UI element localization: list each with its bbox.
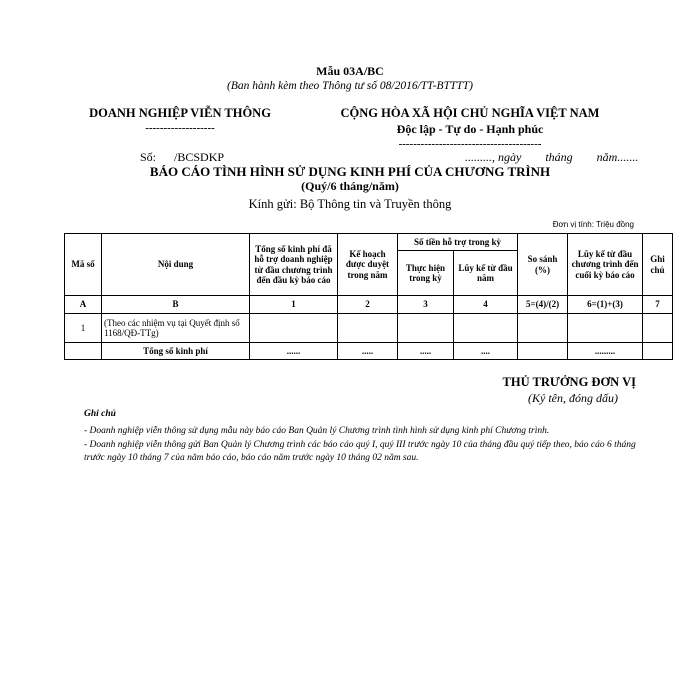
unit-label: Đơn vị tính: Triệu đồng: [552, 220, 634, 229]
total-cell: .....: [338, 343, 398, 360]
total-cell: ......: [250, 343, 338, 360]
index-cell: 1: [250, 296, 338, 314]
data-cell: [643, 314, 673, 343]
index-cell: B: [102, 296, 250, 314]
index-cell: 7: [643, 296, 673, 314]
report-title: BÁO CÁO TÌNH HÌNH SỬ DỤNG KINH PHÍ CỦA CHƯƠNG TRÌNH: [149, 164, 551, 179]
header-code: Mã số: [65, 234, 102, 296]
total-cell: .........: [568, 343, 643, 360]
index-cell: 6=(1)+(3): [568, 296, 643, 314]
report-recipient: Kính gửi: Bộ Thông tin và Truyền thông: [248, 197, 452, 211]
document-number: Số: /BCSDKP: [140, 150, 225, 164]
data-cell: [338, 314, 398, 343]
header-content: Nội dung: [102, 234, 250, 296]
budget-table: [64, 233, 673, 360]
country-name: CỘNG HÒA XÃ HỘI CHỦ NGHĨA VIỆT NAM: [340, 106, 600, 120]
index-cell: 5=(4)/(2): [518, 296, 568, 314]
total-row: [65, 343, 673, 360]
data-cell: [65, 343, 102, 360]
form-subtitle: (Ban hành kèm theo Thông tư số 08/2016/TT-BTTTT): [227, 80, 473, 92]
signature-title: THỦ TRƯỞNG ĐƠN VỊ: [502, 375, 636, 389]
organization-name: DOANH NGHIỆP VIỄN THÔNG: [89, 106, 271, 120]
index-cell: A: [65, 296, 102, 314]
data-cell: [568, 314, 643, 343]
data-cell: [518, 314, 568, 343]
organization-block: [80, 106, 280, 134]
signature-note: (Ký tên, đóng dấu): [528, 391, 618, 405]
header-accumulated-program: Lũy kế từ đầu chương trình đến cuối kỳ báo cáo: [568, 234, 643, 296]
data-cell: [454, 314, 518, 343]
header-actual: Thực hiện trong kỳ: [398, 251, 454, 296]
table-row: [65, 296, 673, 314]
total-label: Tổng số kinh phí: [102, 343, 250, 360]
row-content: (Theo các nhiệm vụ tại Quyết định số 1168/QĐ-TTg): [102, 314, 250, 343]
notes-heading: Ghi chú: [84, 409, 116, 419]
notes-section: [84, 408, 644, 466]
index-cell: 2: [338, 296, 398, 314]
form-code: Mẫu 03A/BC: [316, 64, 384, 78]
header-compare: So sánh (%): [518, 234, 568, 296]
note-line: - Doanh nghiệp viễn thông gửi Ban Quản lý Chương trình các báo cáo quý I, quý III trước ngày 10 của tháng đầu quý tiếp theo, báo cáo 6 tháng trước ngày 10 tháng 7 của năm báo cáo, báo cáo năm trước ngày 10 tháng 02 năm sau.: [84, 439, 636, 464]
header-accumulated-year: Lũy kế từ đầu năm: [454, 251, 518, 296]
index-cell: 4: [454, 296, 518, 314]
report-period: (Quý/6 tháng/năm): [301, 179, 399, 193]
organization-divider: -------------------: [145, 122, 215, 134]
index-cell: 3: [398, 296, 454, 314]
row-code: 1: [65, 314, 102, 343]
table-row: [65, 314, 673, 343]
data-cell: [518, 343, 568, 360]
header-plan: Kế hoạch được duyệt trong năm: [338, 234, 398, 296]
national-header: [330, 106, 610, 150]
data-cell: [250, 314, 338, 343]
national-motto: Độc lập - Tự do - Hạnh phúc: [396, 122, 544, 136]
data-cell: [398, 314, 454, 343]
total-cell: .....: [398, 343, 454, 360]
data-cell: [643, 343, 673, 360]
header-total-support: Tổng số kinh phí đã hỗ trợ doanh nghiệp từ đầu chương trình đến đầu kỳ báo cáo: [250, 234, 338, 296]
header-note: Ghi chú: [643, 234, 673, 296]
note-line: - Doanh nghiệp viễn thông sử dụng mẫu này báo cáo Ban Quản lý Chương trình tình hình sử dụng kinh phí Chương trình.: [84, 425, 550, 436]
motto-divider: ---------------------------------------: [398, 138, 542, 150]
document-date: ........., ngày tháng năm.......: [465, 150, 639, 164]
total-cell: ....: [454, 343, 518, 360]
header-support-group: Số tiền hỗ trợ trong kỳ: [398, 234, 518, 251]
